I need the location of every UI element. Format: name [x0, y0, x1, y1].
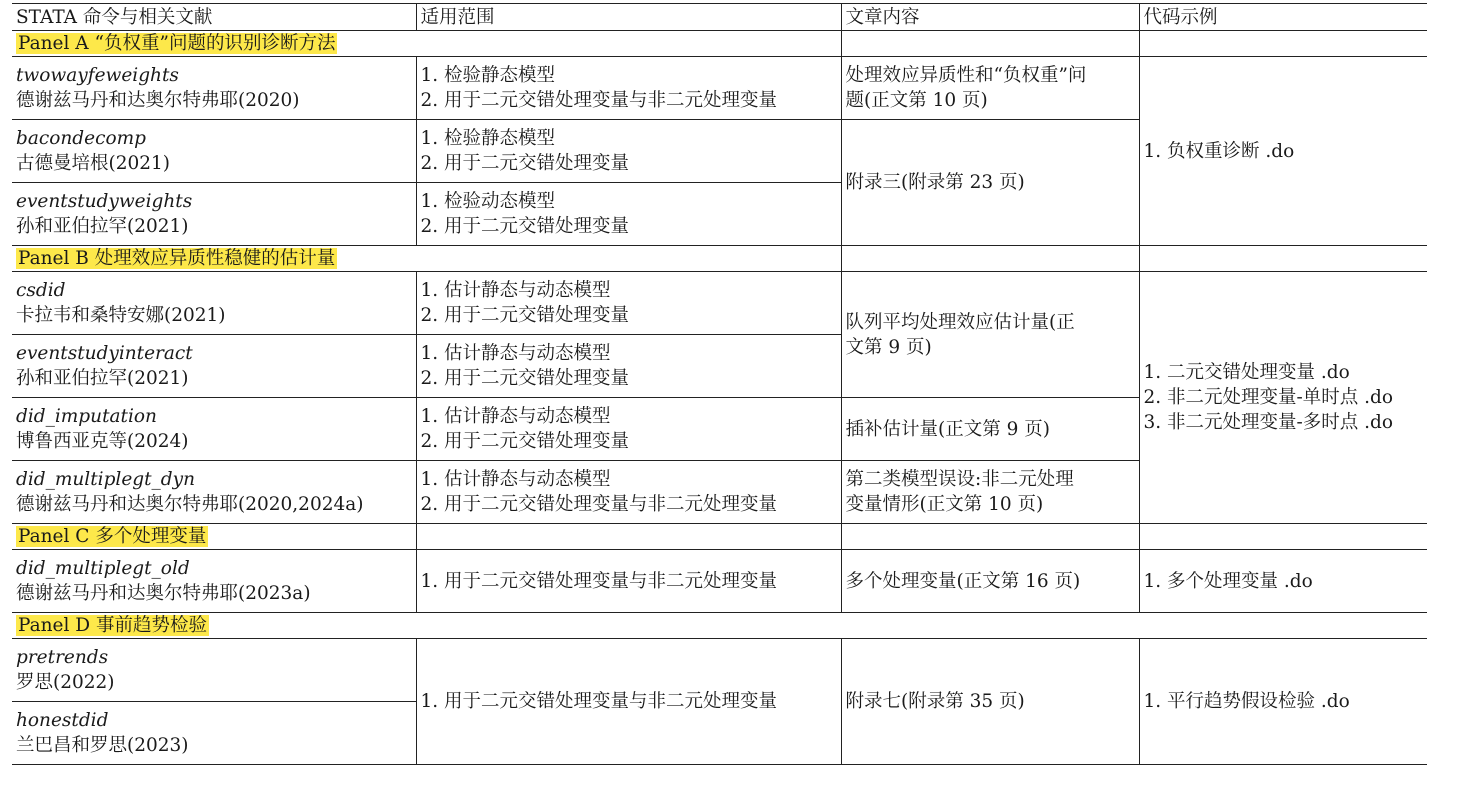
reference: 博鲁西亚克等(2024) — [16, 431, 189, 452]
scope-cell: 1. 估计静态与动态模型 2. 用于二元交错处理变量 — [416, 398, 841, 461]
scope-cell: 1. 检验静态模型 2. 用于二元交错处理变量与非二元处理变量 — [416, 57, 841, 120]
command-name: did_multiplegt_old — [16, 558, 190, 579]
command-name: honestdid — [16, 710, 109, 731]
panel-c-title: Panel C 多个处理变量 — [18, 526, 207, 547]
panel-d-title: Panel D 事前趋势检验 — [18, 615, 208, 636]
code-cell: 1. 平行趋势假设检验 .do — [1139, 639, 1427, 765]
content-cell: 插补估计量(正文第 9 页) — [841, 398, 1139, 461]
scope-cell: 1. 估计静态与动态模型 2. 用于二元交错处理变量与非二元处理变量 — [416, 461, 841, 524]
command-cell — [12, 461, 416, 524]
command-name: eventstudyinteract — [16, 343, 193, 364]
scope-cell: 1. 用于二元交错处理变量与非二元处理变量 — [416, 639, 841, 765]
command-cell — [12, 272, 416, 335]
panel-a-row — [12, 31, 1427, 57]
panel-a-title: Panel A “负权重”问题的识别诊断方法 — [18, 33, 336, 54]
scope-cell: 1. 估计静态与动态模型 2. 用于二元交错处理变量 — [416, 335, 841, 398]
content-cell: 附录三(附录第 23 页) — [841, 120, 1139, 246]
panel-c-title-cell — [12, 524, 416, 550]
reference: 兰巴昌和罗思(2023) — [16, 735, 189, 756]
reference: 德谢兹马丹和达奥尔特弗耶(2020,2024a) — [16, 494, 364, 515]
header-commands: STATA 命令与相关文献 — [12, 4, 416, 31]
code-cell: 1. 多个处理变量 .do — [1139, 550, 1427, 613]
table-row — [12, 639, 1427, 702]
command-cell — [12, 639, 416, 702]
header-code: 代码示例 — [1139, 4, 1427, 31]
scope-cell: 1. 估计静态与动态模型 2. 用于二元交错处理变量 — [416, 272, 841, 335]
header-row — [12, 4, 1427, 31]
panel-d-row — [12, 613, 1427, 639]
content-cell: 处理效应异质性和“负权重”问 题(正文第 10 页) — [841, 57, 1139, 120]
command-cell — [12, 398, 416, 461]
table-row — [12, 550, 1427, 613]
panel-a-title-cell — [12, 31, 841, 57]
command-name: did_multiplegt_dyn — [16, 469, 196, 490]
command-cell — [12, 183, 416, 246]
panel-b-title-cell — [12, 246, 841, 272]
reference: 卡拉韦和桑特安娜(2021) — [16, 305, 226, 326]
reference: 德谢兹马丹和达奥尔特弗耶(2020) — [16, 90, 300, 111]
header-scope: 适用范围 — [416, 4, 841, 31]
scope-cell: 1. 用于二元交错处理变量与非二元处理变量 — [416, 550, 841, 613]
reference: 罗思(2022) — [16, 672, 115, 693]
command-name: bacondecomp — [16, 128, 146, 149]
panel-b-row — [12, 246, 1427, 272]
reference: 孙和亚伯拉罕(2021) — [16, 216, 189, 237]
command-cell — [12, 120, 416, 183]
command-name: csdid — [16, 280, 66, 301]
scope-cell: 1. 检验动态模型 2. 用于二元交错处理变量 — [416, 183, 841, 246]
header-content: 文章内容 — [841, 4, 1139, 31]
command-cell — [12, 702, 416, 765]
stata-commands-table — [12, 3, 1427, 765]
command-name: twowayfeweights — [16, 65, 179, 86]
panel-d-title-cell — [12, 613, 1427, 639]
command-name: did_imputation — [16, 406, 157, 427]
table-row — [12, 57, 1427, 120]
command-name: eventstudyweights — [16, 191, 193, 212]
content-cell: 第二类模型误设:非二元处理 变量情形(正文第 10 页) — [841, 461, 1139, 524]
panel-c-row — [12, 524, 1427, 550]
content-cell: 附录七(附录第 35 页) — [841, 639, 1139, 765]
table-row — [12, 272, 1427, 335]
reference: 德谢兹马丹和达奥尔特弗耶(2023a) — [16, 583, 311, 604]
scope-cell: 1. 检验静态模型 2. 用于二元交错处理变量 — [416, 120, 841, 183]
command-cell — [12, 550, 416, 613]
command-name: pretrends — [16, 647, 109, 668]
content-cell: 多个处理变量(正文第 16 页) — [841, 550, 1139, 613]
code-cell: 1. 二元交错处理变量 .do 2. 非二元处理变量-单时点 .do 3. 非二元处理变量-多时点 .do — [1139, 272, 1427, 524]
command-cell — [12, 335, 416, 398]
code-cell: 1. 负权重诊断 .do — [1139, 57, 1427, 246]
panel-b-title: Panel B 处理效应异质性稳健的估计量 — [18, 248, 336, 269]
command-cell — [12, 57, 416, 120]
reference: 孙和亚伯拉罕(2021) — [16, 368, 189, 389]
reference: 古德曼培根(2021) — [16, 153, 171, 174]
content-cell: 队列平均处理效应估计量(正 文第 9 页) — [841, 272, 1139, 398]
